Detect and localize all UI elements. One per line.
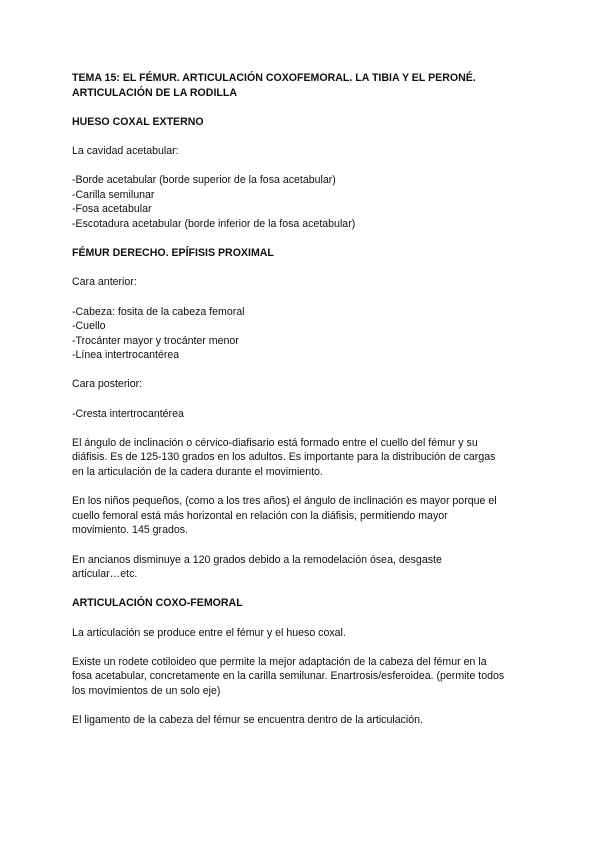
list-posterior (72, 407, 540, 422)
intro-text: La cavidad acetabular: (72, 144, 179, 157)
paragraph (72, 436, 540, 480)
paragraph (72, 494, 540, 538)
paragraph-line: fosa acetabular, concretamente en la carilla semilunar. Enartrosis/esferoidea. (permite todos (72, 670, 505, 683)
paragraph-line: El ligamento de la cabeza del fémur se encuentra dentro de la articulación. (72, 714, 423, 727)
paragraph-line: Existe un rodete cotiloideo que permite la mejor adaptación de la cabeza del fémur en la (72, 655, 487, 668)
section-heading: HUESO COXAL EXTERNO (72, 115, 204, 128)
paragraph-line: articular…etc. (72, 568, 138, 581)
paragraph (72, 553, 540, 582)
paragraph-line: En ancianos disminuye a 120 grados debido a la remodelación ósea, desgaste (72, 553, 442, 566)
section-femur (72, 246, 540, 582)
list-item: -Cabeza: fosita de la cabeza femoral (72, 305, 245, 318)
list-item: -Cresta intertrocantérea (72, 407, 184, 420)
paragraph-line: cuello femoral está más horizontal en relación con la diáfisis, permitiendo mayor (72, 509, 448, 522)
paragraph-line: en la articulación de la cadera durante el movimiento. (72, 466, 323, 479)
list-item: -Fosa acetabular (72, 203, 152, 216)
list-anterior (72, 305, 540, 363)
list-item: -Borde acetabular (borde superior de la fosa acetabular) (72, 174, 336, 187)
list-acetabular (72, 173, 540, 231)
subheading-text: Cara anterior: (72, 276, 137, 289)
section-hueso-coxal (72, 115, 540, 232)
subheading-text: Cara posterior: (72, 378, 143, 391)
paragraph-line: El ángulo de inclinación o cérvico-diafisario está formado entre el cuello del fémur y su (72, 436, 478, 449)
paragraph-line: movimiento. 145 grados. (72, 524, 189, 537)
section-heading: ARTICULACIÓN COXO-FEMORAL (72, 597, 243, 610)
section-coxofemoral (72, 596, 540, 727)
title-line: TEMA 15: EL FÉMUR. ARTICULACIÓN COXOFEMORAL. LA TIBIA Y EL PERONÉ. (72, 72, 476, 84)
list-item: -Trocánter mayor y trocánter menor (72, 334, 239, 347)
paragraph-line: La articulación se produce entre el fémur y el hueso coxal. (72, 626, 346, 639)
paragraph (72, 626, 540, 641)
paragraph (72, 713, 540, 728)
list-item: -Escotadura acetabular (borde inferior de la fosa acetabular) (72, 217, 356, 230)
section-heading: FÉMUR DERECHO. EPÍFISIS PROXIMAL (72, 247, 274, 260)
title-line: ARTICULACIÓN DE LA RODILLA (72, 86, 237, 99)
paragraph-line: los movimientos de un solo eje) (72, 684, 221, 697)
paragraph-line: diáfisis. Es de 125-130 grados en los adultos. Es importante para la distribución de cargas (72, 451, 496, 464)
list-item: -Cuello (72, 320, 106, 333)
paragraph (72, 655, 540, 699)
document-title (72, 71, 540, 100)
paragraph-line: En los niños pequeños, (como a los tres años) el ángulo de inclinación es mayor porque el (72, 495, 497, 508)
list-item: -Línea intertrocantérea (72, 349, 180, 362)
list-item: -Carilla semilunar (72, 188, 155, 201)
